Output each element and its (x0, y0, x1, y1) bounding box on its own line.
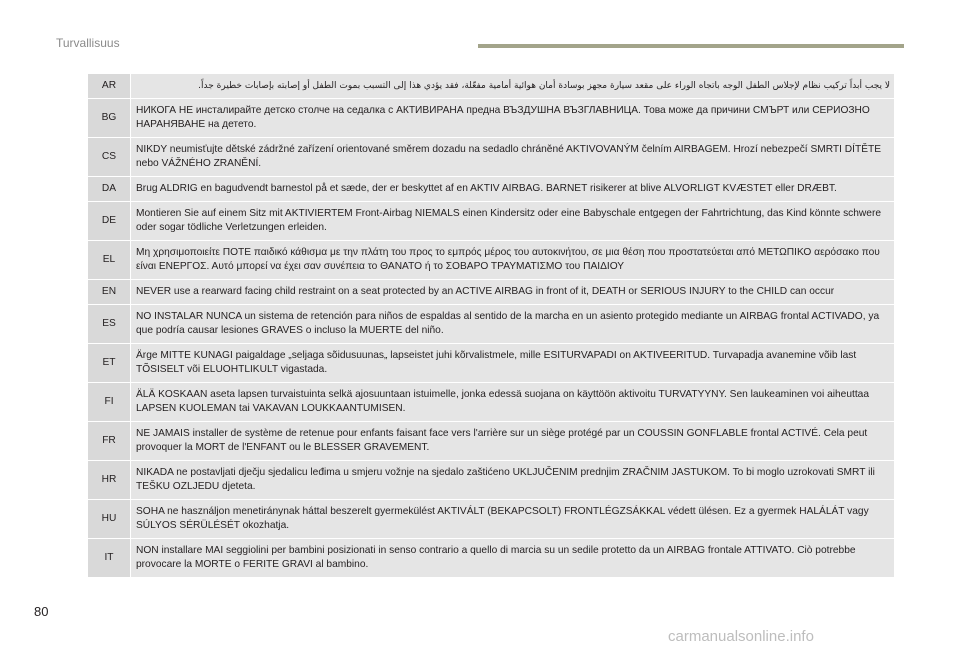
warning-row (88, 422, 895, 461)
language-code: AR (88, 74, 131, 99)
warning-text: ÄLÄ KOSKAAN aseta lapsen turvaistuinta selkä ajosuuntaan istuimelle, jonka edessä suojana on käyttöön aktivoitu TURVATYYNY. Sen laukeaminen voi aiheuttaa LAPSEN KUOLEMAN tai VAKAVAN LOUKKAANTUMISEN. (131, 383, 895, 422)
language-code: BG (88, 99, 131, 138)
warning-row (88, 539, 895, 578)
language-code: DE (88, 202, 131, 241)
language-code: ET (88, 344, 131, 383)
warning-text: Brug ALDRIG en bagudvendt barnestol på et sæde, der er beskyttet af en AKTIV AIRBAG. BARNET risikerer at blive ALVORLIGT KVÆSTET eller DRÆBT. (131, 177, 895, 202)
warning-row (88, 383, 895, 422)
airbag-warning-table (87, 73, 895, 578)
warning-text: NEVER use a rearward facing child restraint on a seat protected by an ACTIVE AIRBAG in front of it, DEATH or SERIOUS INJURY to the CHILD can occur (131, 280, 895, 305)
language-code: IT (88, 539, 131, 578)
warning-text: Ärge MITTE KUNAGI paigaldage „seljaga sõidusuunas„ lapseistet juhi kõrvalistmele, mille ESITURVAPADI on AKTIVEERITUD. Turvapadja avanemine võib last TÕSISELT või ELUOHTLIKULT vigastada. (131, 344, 895, 383)
warning-row (88, 177, 895, 202)
watermark: carmanualsonline.info (668, 628, 814, 645)
page-number: 80 (34, 604, 49, 619)
warning-text: لا يجب أبداً تركيب نظام لإجلاس الطفل الوجه باتجاه الوراء على مقعد سيارة مجهز بوسادة أمان هوائية أمامية مفعّلة، فقد يؤدي هذا إلى التسبب بموت الطفل أو إصابته بإصابات خطيرة جداً. (131, 74, 895, 99)
warning-text: Montieren Sie auf einem Sitz mit AKTIVIERTEM Front-Airbag NIEMALS einen Kindersitz oder eine Babyschale entgegen der Fahrtrichtung, das Kind könnte schwere oder sogar tödliche Verletzungen erleiden. (131, 202, 895, 241)
warning-text: НИКОГА НЕ инсталирайте детско столче на седалка с АКТИВИРАНА предна ВЪЗДУШНА ВЪЗГЛАВНИЦА. Това може да причини СМЪРТ или СЕРИОЗНО НАРАНЯВАНЕ на детето. (131, 99, 895, 138)
header-bar (478, 44, 904, 48)
warning-text: NE JAMAIS installer de système de retenue pour enfants faisant face vers l'arrière sur un siège protégé par un COUSSIN GONFLABLE frontal ACTIVÉ. Cela peut provoquer la MORT de l'ENFANT ou le BLESSER GRAVEMENT. (131, 422, 895, 461)
language-code: ES (88, 305, 131, 344)
warning-text: NO INSTALAR NUNCA un sistema de retención para niños de espaldas al sentido de la marcha en un asiento protegido mediante un AIRBAG frontal ACTIVADO, ya que podría causar lesiones GRAVES o incluso la MUERTE del niño. (131, 305, 895, 344)
warning-row (88, 280, 895, 305)
language-code: EN (88, 280, 131, 305)
warning-row (88, 344, 895, 383)
warning-row (88, 138, 895, 177)
language-code: FI (88, 383, 131, 422)
warning-text: Μη χρησιμοποιείτε ΠΟΤΕ παιδικό κάθισμα με την πλάτη του προς το εμπρός μέρος του αυτοκινήτου, σε μια θέση που προστατεύεται από ΜΕΤΩΠΙΚΟ αερόσακο που είναι ΕΝΕΡΓΟΣ. Αυτό μπορεί να έχει σαν συνέπεια το ΘΑΝΑΤΟ ή το ΣΟΒΑΡΟ ΤΡΑΥΜΑΤΙΣΜΟ του ΠΑΙΔΙΟΥ (131, 241, 895, 280)
warning-row (88, 99, 895, 138)
language-code: EL (88, 241, 131, 280)
warning-row (88, 500, 895, 539)
language-code: HR (88, 461, 131, 500)
warning-row (88, 74, 895, 99)
warning-row (88, 305, 895, 344)
warning-text: NIKDY neumisťujte dětské zádržné zařízení orientované směrem dozadu na sedadlo chráněné AKTIVOVANÝM čelním AIRBAGEM. Hrozí nebezpečí SMRTI DÍTĚTE nebo VÁŽNÉHO ZRANĚNÍ. (131, 138, 895, 177)
warning-text: NIKADA ne postavljati dječju sjedalicu leđima u smjeru vožnje na sjedalo zaštićeno UKLJUČENIM prednjim ZRAČNIM JASTUKOM. To bi moglo uzrokovati SMRT ili TEŠKU OZLJEDU djeteta. (131, 461, 895, 500)
language-code: CS (88, 138, 131, 177)
warning-row (88, 202, 895, 241)
warning-row (88, 461, 895, 500)
language-code: DA (88, 177, 131, 202)
warning-text: SOHA ne használjon menetiránynak háttal beszerelt gyermekülést AKTIVÁLT (BEKAPCSOLT) FRONTLÉGZSÁKKAL védett ülésen. Ez a gyermek HALÁLÁT vagy SÚLYOS SÉRÜLÉSÉT okozhatja. (131, 500, 895, 539)
language-code: HU (88, 500, 131, 539)
language-code: FR (88, 422, 131, 461)
warning-text: NON installare MAI seggiolini per bambini posizionati in senso contrario a quello di marcia su un sedile protetto da un AIRBAG frontale ATTIVATO. Ciò potrebbe provocare la MORTE o FERITE GRAVI al bambino. (131, 539, 895, 578)
section-title: Turvallisuus (56, 36, 120, 50)
warning-row (88, 241, 895, 280)
